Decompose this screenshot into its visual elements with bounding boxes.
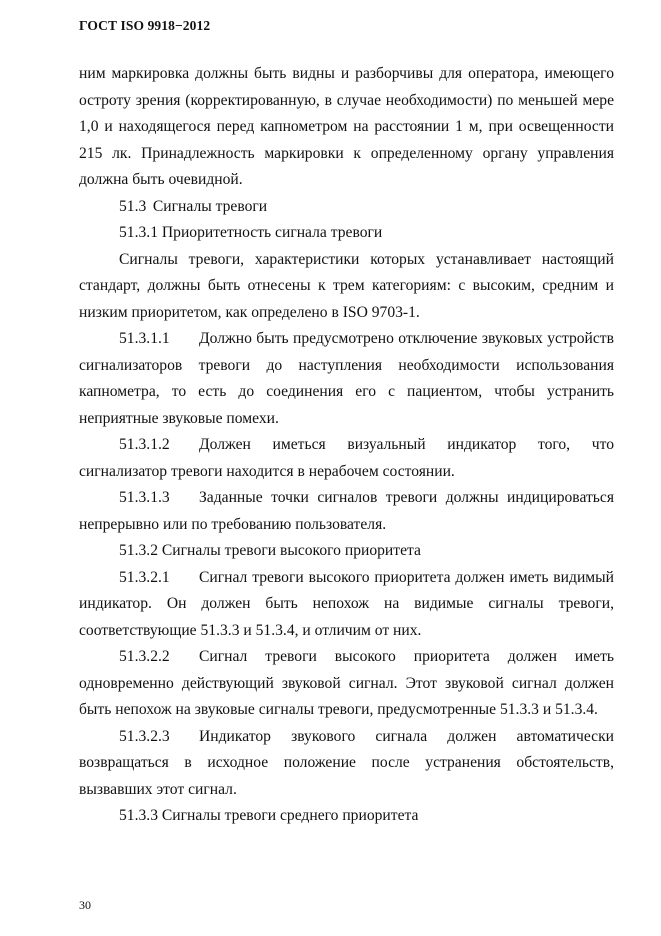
- subsection-heading-51-3-2: [79, 538, 614, 565]
- subsection-heading-51-3-3: [79, 803, 614, 830]
- paragraph-continuation: [79, 61, 614, 194]
- clause-51-3-2-1: [79, 565, 614, 645]
- clause-51-3-2-3: [79, 724, 614, 804]
- clause-text: Заданные точки сигналов тревоги должны индицироваться непрерывно или по требованию пользователя.: [79, 489, 614, 533]
- paragraph-text: Сигналы тревоги, характеристики которых устанавливает настоящий стандарт, должны быть отнесены к трем категориям: с высоким, средним и низким приоритетом, как определено в ISO 9703-1.: [79, 250, 614, 321]
- clause-number: 51.3.1.3: [119, 489, 170, 506]
- clause-number: 51.3.2.2: [119, 648, 170, 665]
- clause-number: 51.3.2.1: [119, 568, 170, 586]
- clause-number: 51.3.2.3: [119, 727, 170, 745]
- clause-number: 51.3.1.2: [119, 436, 170, 453]
- clause-51-3-2-2: [79, 644, 614, 724]
- clause-text: Сигнал тревоги высокого приоритета должен иметь одновременно действующий звуковой сигнал. Этот звуковой сигнал должен быть непохож на звуковые сигналы тревоги, предусмотренные 51.3.3 и 51.3.4.: [79, 648, 614, 718]
- section-number: 51.3: [119, 197, 147, 215]
- clause-text: Должен иметься визуальный индикатор того, что сигнализатор тревоги находится в нерабочем состоянии.: [79, 436, 614, 480]
- clause-51-3-1-1: [79, 326, 614, 432]
- clause-number: 51.3.1.1: [119, 330, 170, 347]
- document-body: [79, 61, 614, 830]
- document-header: ГОСТ ISO 9918−2012: [79, 18, 211, 33]
- subsection-title: 51.3.2 Сигналы тревоги высокого приоритета: [119, 542, 421, 559]
- paragraph-text: ним маркировка должны быть видны и разборчивы для оператора, имеющего остроту зрения (корректированную, в случае необходимости) по меньшей мере 1,0 и находящегося перед капнометром на расстоянии 1 м, при освещенности 215 лк. Принадлежность маркировки к определенному органу управления должна быть очевидной.: [79, 65, 614, 188]
- page-number: 30: [79, 898, 91, 912]
- subsection-heading-51-3-1: [79, 220, 614, 247]
- clause-51-3-1-3: [79, 485, 614, 538]
- paragraph-alarm-categories: [79, 247, 614, 327]
- section-title: Сигналы тревоги: [152, 197, 268, 215]
- clause-text: Сигнал тревоги высокого приоритета должен иметь видимый индикатор. Он должен быть непохож на видимые сигналы тревоги, соответствующие 51.3.3 и 51.3.4, и отличим от них.: [79, 568, 614, 639]
- subsection-title: 51.3.1 Приоритетность сигнала тревоги: [119, 224, 383, 241]
- clause-text: Индикатор звукового сигнала должен автоматически возвращаться в исходное положение после устранения обстоятельств, вызвавших этот сигнал.: [79, 727, 614, 798]
- clause-text: Должно быть предусмотрено отключение звуковых устройств сигнализаторов тревоги до наступления необходимости использования капнометра, то есть до соединения его с пациентом, чтобы устранить неприятные звуковые помехи.: [79, 330, 614, 427]
- section-heading-51-3: [79, 194, 614, 221]
- clause-51-3-1-2: [79, 432, 614, 485]
- subsection-title: 51.3.3 Сигналы тревоги среднего приоритета: [119, 807, 419, 824]
